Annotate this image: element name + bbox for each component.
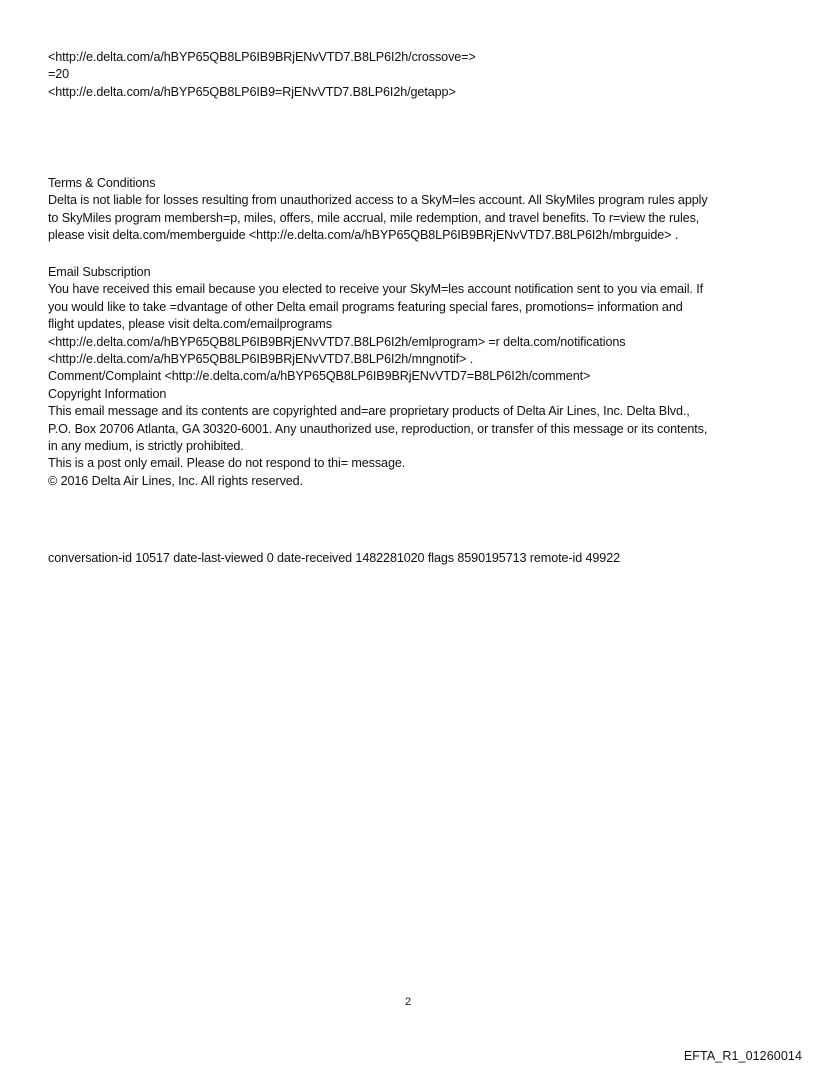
- line-break-code: =20: [48, 67, 70, 82]
- terms-line: please visit delta.com/memberguide <http://e.delta.com/a/hBYP65QB8LP6IB9BRjENvVTD7.B8LP6I2h/mbrguide> .: [48, 228, 679, 243]
- terms-line: Delta is not liable for losses resulting from unauthorized access to a SkyM=les account. All SkyMiles program rules apply: [48, 193, 708, 208]
- crossover-link[interactable]: <http://e.delta.com/a/hBYP65QB8LP6IB9BRjENvVTD7.B8LP6I2h/crossove=>: [48, 50, 476, 64]
- page-number: 2: [404, 996, 412, 1008]
- terms-line: to SkyMiles program membersh=p, miles, offers, mile accrual, mile redemption, and travel benefits. To r=view the rules,: [48, 210, 700, 225]
- terms-section: [48, 175, 778, 245]
- copyright-heading: Copyright Information: [48, 386, 167, 401]
- email-subscription-section: [48, 264, 778, 490]
- email-programs-link[interactable]: <http://e.delta.com/a/hBYP65QB8LP6IB9BRjENvVTD7.B8LP6I2h/emlprogram> =r delta.com/notifications: [48, 334, 626, 349]
- getapp-link[interactable]: <http://e.delta.com/a/hBYP65QB8LP6IB9=RjENvVTD7.B8LP6I2h/getapp>: [48, 84, 456, 99]
- copyright-line: P.O. Box 20706 Atlanta, GA 30320-6001. Any unauthorized use, reproduction, or transfer of this message or its contents,: [48, 421, 708, 436]
- copyright-line: © 2016 Delta Air Lines, Inc. All rights reserved.: [48, 473, 303, 488]
- email-subscription-line: flight updates, please visit delta.com/emailprograms: [48, 317, 332, 332]
- notifications-link[interactable]: <http://e.delta.com/a/hBYP65QB8LP6IB9BRjENvVTD7.B8LP6I2h/mngnotif> .: [48, 352, 474, 367]
- document-id-stamp: EFTA_R1_01260014: [683, 1049, 802, 1063]
- email-subscription-line: you would like to take =dvantage of other Delta email programs featuring special fares, promotions= information and: [48, 299, 683, 314]
- terms-heading: Terms & Conditions: [48, 176, 156, 190]
- email-subscription-heading: Email Subscription: [48, 265, 151, 279]
- email-subscription-line: You have received this email because you elected to receive your SkyM=les account notification sent to you via email. If: [48, 282, 704, 297]
- message-metadata: [48, 550, 778, 567]
- copyright-line: This email message and its contents are copyrighted and=are proprietary products of Delta Air Lines, Inc. Delta Blvd.,: [48, 404, 690, 419]
- metadata-line: conversation-id 10517 date-last-viewed 0 date-received 1482281020 flags 8590195713 remote-id 49922: [48, 551, 621, 565]
- comment-complaint-link[interactable]: Comment/Complaint <http://e.delta.com/a/hBYP65QB8LP6IB9BRjENvVTD7=B8LP6I2h/comment>: [48, 369, 591, 384]
- copyright-line: This is a post only email. Please do not respond to thi= message.: [48, 456, 406, 471]
- top-links-block: [48, 49, 778, 101]
- copyright-line: in any medium, is strictly prohibited.: [48, 439, 244, 454]
